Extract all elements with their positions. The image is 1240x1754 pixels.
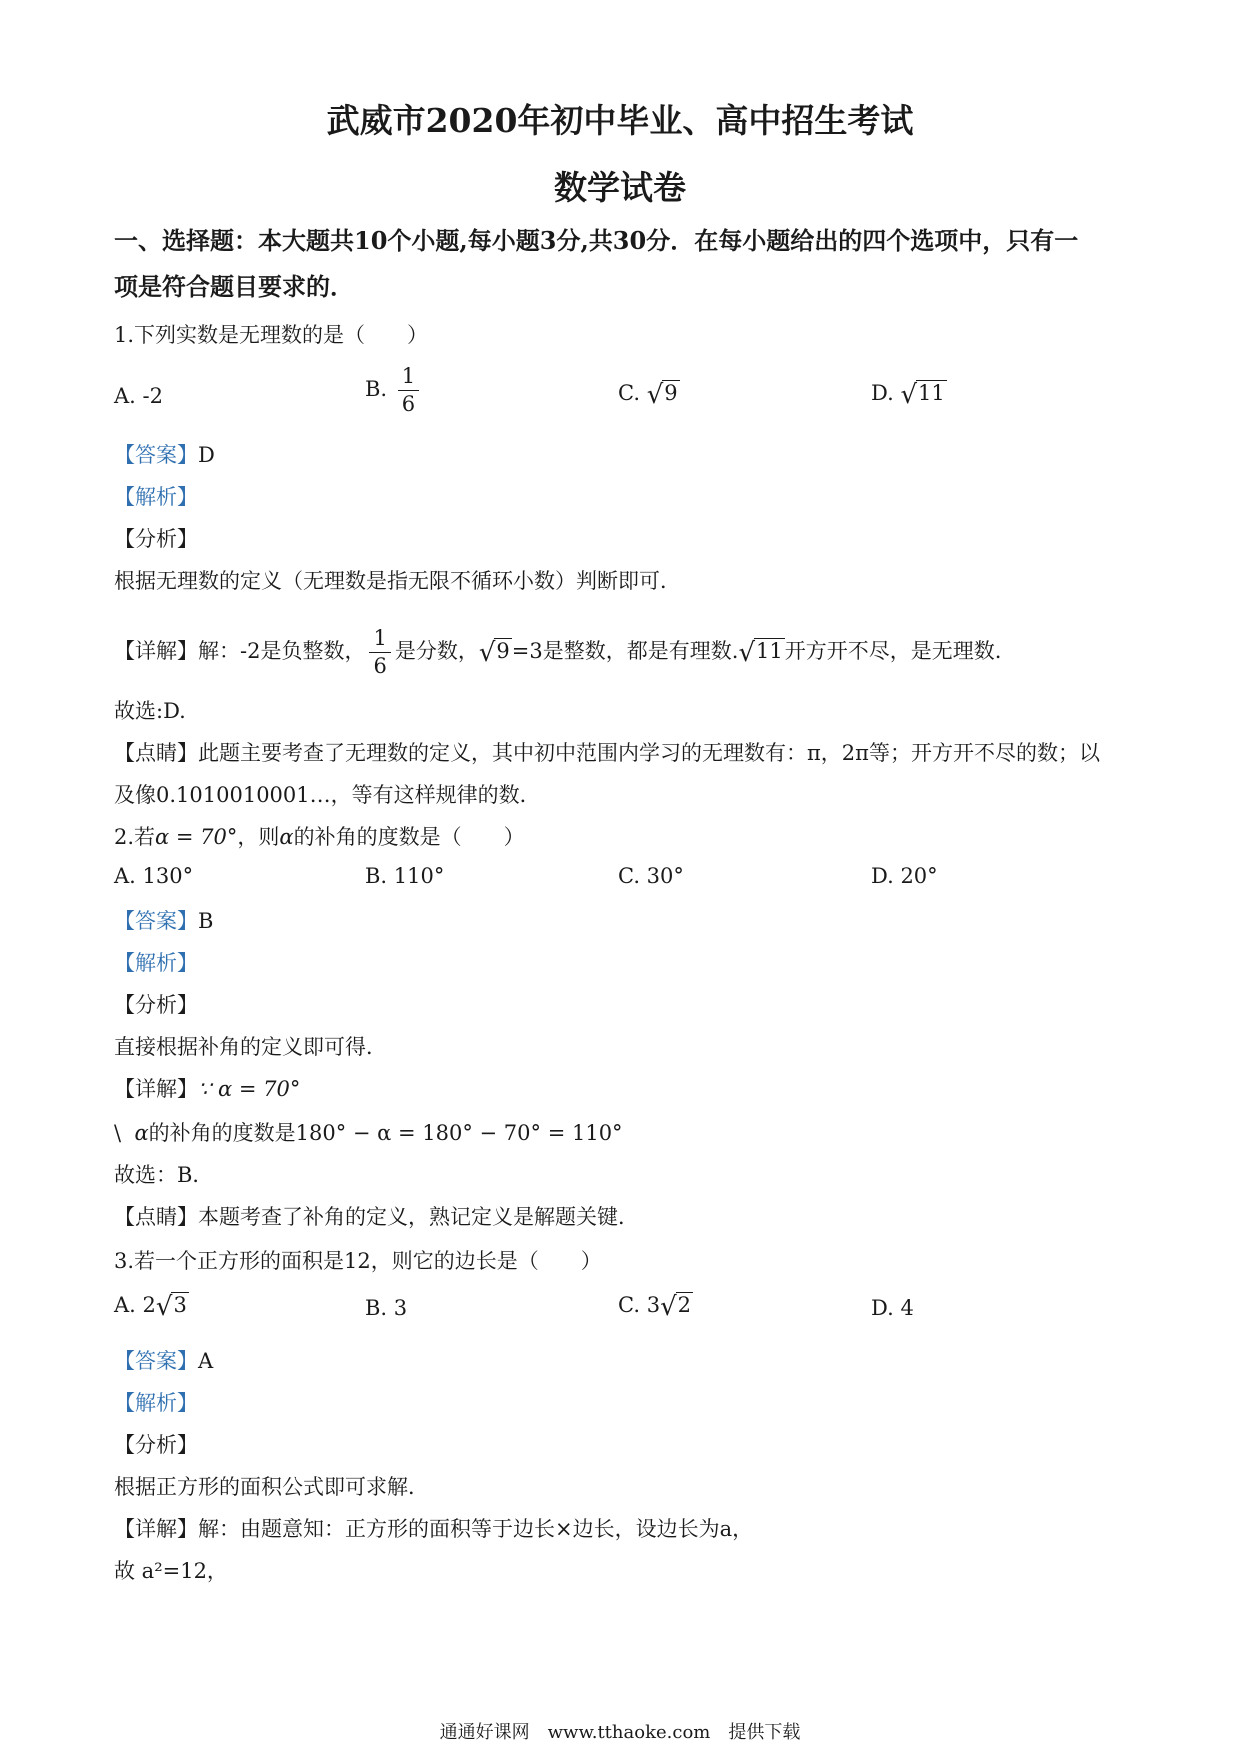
detail-tag: 【详解】 (114, 1517, 198, 1541)
q1-option-b (365, 366, 423, 415)
detail-text: =3是整数，都是有理数. (511, 639, 739, 663)
dianjing-tag: 【点睛】 (114, 741, 198, 765)
fraction-numerator: 1 (369, 628, 390, 653)
detail-text: 解：由题意知：正方形的面积等于边长×边长，设边长为a， (198, 1517, 754, 1541)
radicand: 3 (173, 1293, 187, 1317)
q3-stem: 3.若一个正方形的面积是12，则它的边长是（ ） (114, 1249, 602, 1273)
q1-detail (114, 628, 1001, 677)
q1-answer (114, 440, 215, 470)
answer-value: A (198, 1349, 214, 1373)
q2-jiexi-tag: 【解析】 (114, 951, 198, 975)
sqrt-expression (479, 636, 512, 668)
q1-option-d-label: D. (871, 381, 894, 405)
detail-tag: 【详解】 (114, 1077, 198, 1101)
answer-value: B (198, 909, 214, 933)
radicand: 2 (677, 1293, 692, 1317)
q1-choose: 故选:D. (114, 699, 186, 723)
q3-option-d: D. 4 (871, 1296, 914, 1320)
q3-last-line: 故 a²=12， (114, 1559, 228, 1583)
q1-dianjing-line2: 及像0.1010010001…，等有这样规律的数． (114, 783, 541, 807)
q2-detail-line2 (114, 1118, 623, 1148)
sqrt-icon: √ (738, 638, 756, 668)
detail-math: ∵ α = 70° (198, 1077, 301, 1101)
radicand: 11 (756, 639, 783, 663)
q3-fenxi-text: 根据正方形的面积公式即可求解． (114, 1475, 429, 1499)
detail-tag: 【详解】 (114, 639, 198, 663)
backslash-symbol: \ (114, 1121, 122, 1145)
coefficient: 3 (646, 1293, 661, 1317)
radicand: 9 (664, 381, 678, 405)
detail-text: 是分数， (394, 639, 479, 663)
q3-option-a (114, 1292, 189, 1322)
stem-math: α = 70° (155, 825, 238, 849)
answer-tag: 【答案】 (114, 909, 198, 933)
section-heading-line2: 项是符合题目要求的． (114, 272, 354, 301)
q1-fenxi-text: 根据无理数的定义（无理数是指无限不循环小数）判断即可． (114, 569, 681, 593)
dianjing-tag: 【点睛】 (114, 1205, 198, 1229)
sqrt-expression (647, 380, 680, 410)
detail-fraction (369, 628, 390, 677)
fraction-numerator: 1 (398, 366, 419, 391)
sqrt-icon: √ (646, 380, 664, 410)
q2-answer (114, 906, 213, 936)
q2-option-c: C. 30° (618, 864, 684, 888)
radicand: 11 (918, 381, 945, 405)
section-heading-line1: 一、选择题：本大题共10个小题,每小题3分,共30分．在每小题给出的四个选项中，只有一 (114, 226, 1079, 255)
q3-fenxi-tag: 【分析】 (114, 1433, 198, 1457)
radicand: 9 (496, 639, 510, 663)
dianjing-text: 此题主要考查了无理数的定义，其中初中范围内学习的无理数有：π，2π等；开方开不尽的数；以 (198, 741, 1100, 765)
q1-option-c (618, 380, 680, 410)
answer-tag: 【答案】 (114, 443, 198, 467)
q2-fenxi-text: 直接根据补角的定义即可得． (114, 1035, 387, 1059)
q2-stem (114, 822, 525, 852)
q3-option-b: B. 3 (365, 1296, 408, 1320)
page-footer: 通通好课网 www.tthaoke.com 提供下载 (439, 1722, 801, 1743)
q1-option-c-label: C. (618, 381, 640, 405)
q1-option-b-label: B. (365, 377, 388, 401)
alpha-symbol: α (134, 1121, 149, 1145)
q2-fenxi-tag: 【分析】 (114, 993, 198, 1017)
dianjing-text: 本题考查了补角的定义，熟记定义是解题关键． (198, 1205, 639, 1229)
sqrt-expression (738, 636, 784, 668)
q1-option-a: A. -2 (114, 384, 163, 408)
q3-detail (114, 1514, 753, 1544)
fraction-denominator: 6 (373, 654, 387, 678)
q2-detail (114, 1074, 300, 1104)
q1-stem: 1.下列实数是无理数的是（ ） (114, 323, 429, 347)
q1-option-b-fraction (398, 366, 419, 415)
sqrt-icon: √ (900, 380, 918, 410)
q3-option-c (618, 1292, 693, 1322)
q2-dianjing (114, 1202, 639, 1232)
q1-option-d (871, 380, 947, 410)
sqrt-icon: √ (478, 638, 496, 668)
answer-value: D (198, 443, 215, 467)
sqrt-expression (156, 1292, 189, 1322)
page-subtitle: 数学试卷 (554, 168, 686, 207)
q1-dianjing-line1 (114, 738, 1100, 768)
sqrt-expression (900, 380, 946, 410)
q2-option-d: D. 20° (871, 864, 938, 888)
q3-jiexi-tag: 【解析】 (114, 1391, 198, 1415)
sqrt-icon: √ (155, 1292, 173, 1322)
detail-text: 开方开不尽，是无理数. (784, 639, 1002, 663)
sqrt-expression (660, 1292, 693, 1322)
q3-answer (114, 1346, 213, 1376)
sqrt-icon: √ (660, 1292, 677, 1322)
stem-text: ，则 (237, 825, 280, 849)
answer-tag: 【答案】 (114, 1349, 198, 1373)
q1-jiexi-tag: 【解析】 (114, 485, 198, 509)
page-title: 武威市2020年初中毕业、高中招生考试 (326, 101, 914, 140)
coefficient: 2 (142, 1293, 156, 1317)
q1-fenxi-tag: 【分析】 (114, 527, 198, 551)
detail-equation: 180° − α = 180° − 70° = 110° (295, 1121, 623, 1145)
q2-choose: 故选：B． (114, 1163, 214, 1187)
stem-text: 的补角的度数是（ ） (293, 825, 525, 849)
stem-text: 2.若 (114, 825, 156, 849)
detail-text: 解：-2是负整数， (198, 639, 366, 663)
fraction-denominator: 6 (401, 392, 416, 416)
detail-text: 的补角的度数是 (148, 1121, 296, 1145)
q2-option-a: A. 130° (114, 864, 194, 888)
q3-option-c-label: C. (618, 1293, 640, 1317)
alpha-symbol: α (279, 825, 294, 849)
q2-option-b: B. 110° (365, 864, 445, 888)
q3-option-a-label: A. (114, 1293, 136, 1317)
